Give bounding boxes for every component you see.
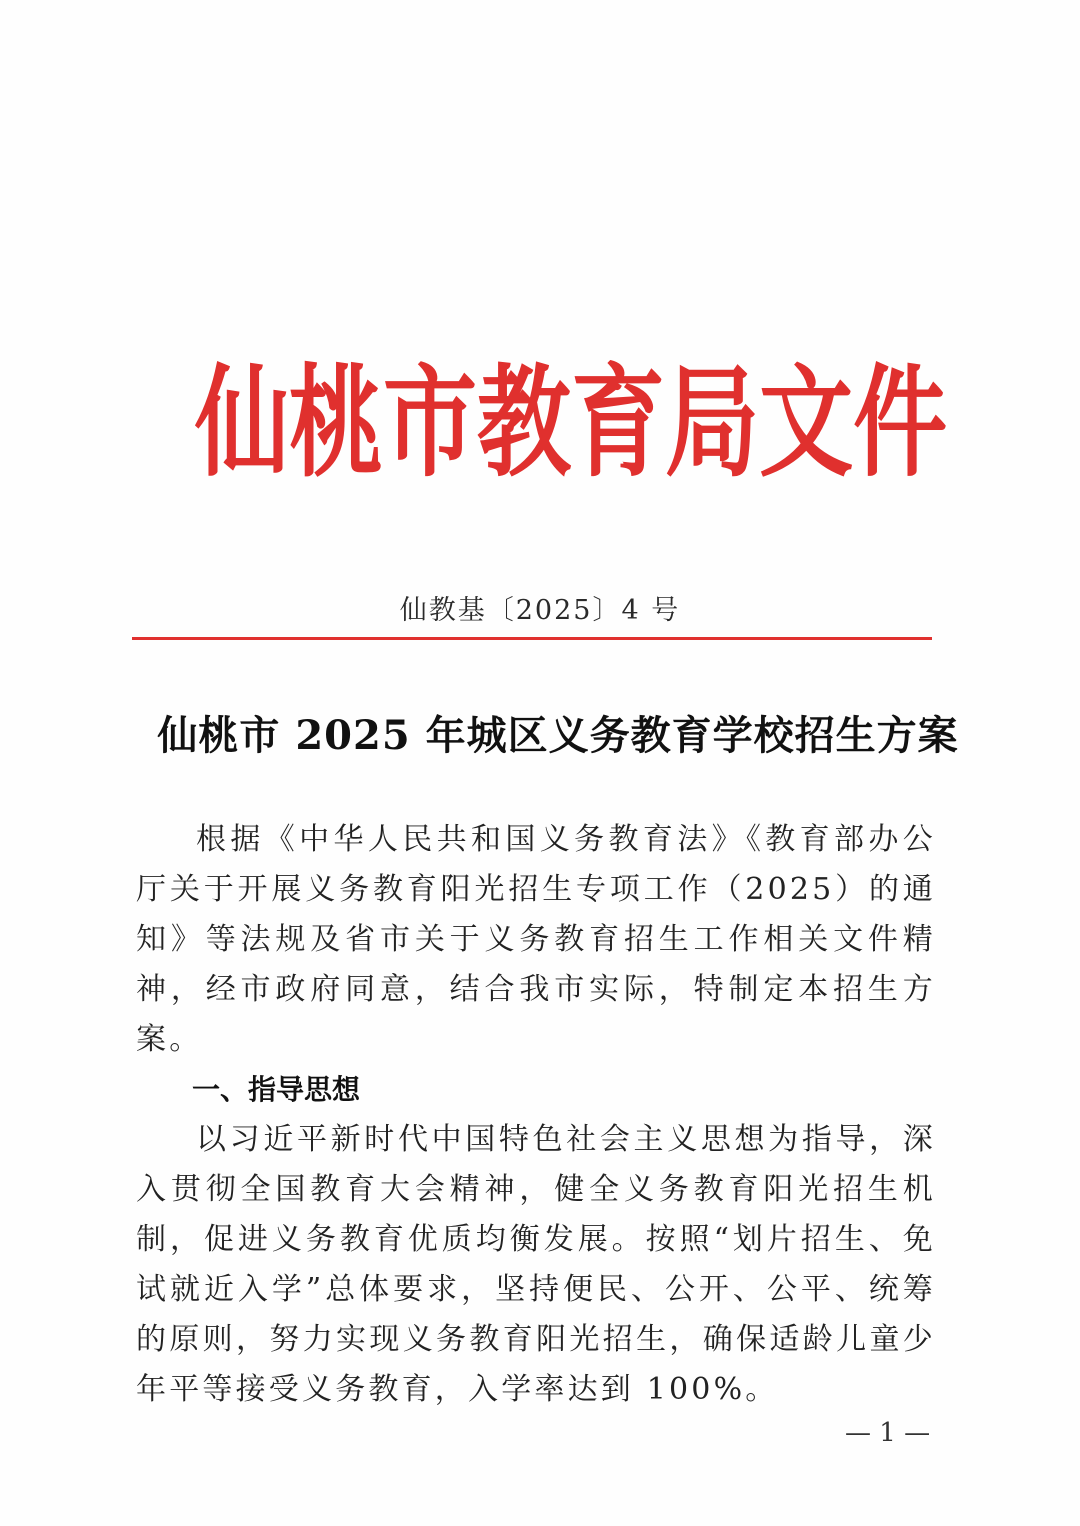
masthead-char: 桃	[289, 354, 384, 495]
section-heading: 一、指导思想	[192, 1073, 361, 1106]
red-divider	[132, 637, 932, 640]
masthead-char: 文	[759, 354, 854, 495]
document-body	[136, 815, 936, 1415]
document-number: 仙教基〔2025〕4 号	[399, 595, 681, 626]
masthead-char: 仙	[195, 354, 290, 495]
masthead-title	[195, 354, 948, 495]
masthead-char: 育	[571, 354, 666, 495]
document-title: 仙桃市 2025 年城区义务教育学校招生方案	[157, 712, 959, 759]
masthead-char: 教	[477, 354, 572, 495]
masthead-char: 局	[665, 354, 760, 495]
page-number: — 1 —	[845, 1418, 931, 1448]
intro-paragraph: 根据《中华人民共和国义务教育法》《教育部办公厅关于开展义务教育阳光招生专项工作（2025）的通知》等法规及省市关于义务教育招生工作相关文件精神，经市政府同意，结合我市实际，特制定本招生方案。	[136, 822, 936, 1057]
section-paragraph: 以习近平新时代中国特色社会主义思想为指导，深入贯彻全国教育大会精神，健全义务教育阳光招生机制，促进义务教育优质均衡发展。按照“划片招生、免试就近入学”总体要求，坚持便民、公开、公平、统筹的原则，努力实现义务教育阳光招生，确保适龄儿童少年平等接受义务教育，入学率达到 100%。	[136, 1122, 936, 1407]
masthead-char: 件	[853, 354, 948, 495]
masthead-char: 市	[383, 354, 478, 495]
